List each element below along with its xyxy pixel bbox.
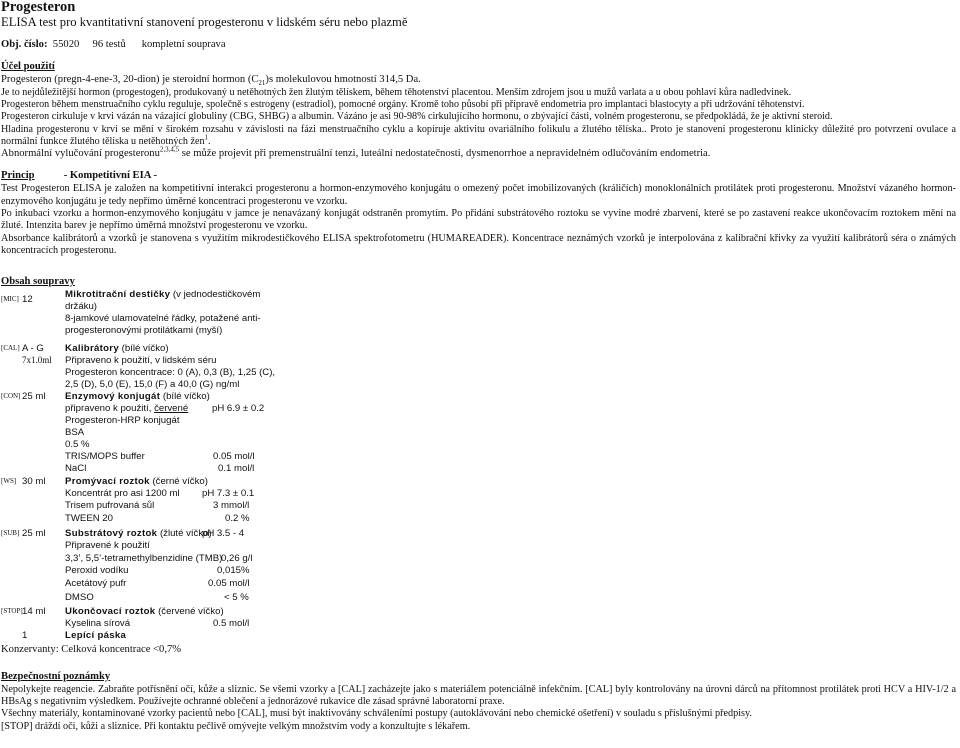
kit-mic-desc: (v jednodestičkovém (172, 288, 261, 300)
cal-tag: [CAL] (1, 343, 20, 352)
safety-line-1: Nepolykejte reagencie. Zabraňte potřísnění očí, kůže a sliznic. Se všemi vzorky a [CAL] zacházejte jako s materiálem potenciálně infekčním. [CAL] byly kontrolovány na úrovni dárců na přítomnost protilátek proti HCV a HIV-1/2 a HBsAg s negativním výsledkem. Používejte ochranné oblečení a jednorázové rukavice dle zásad správné laboratorní praxe. (1, 683, 956, 707)
safety-line-2: Všechny materiály, kontaminované vzorky pacientů nebo [CAL], musí být inaktivovány schváleními postupy (autoklávování nebo chemické ošetření) v souladu s příslušnými předpisy. (1, 708, 752, 720)
purpose-line-6 (1, 145, 956, 161)
order-kit: kompletní souprava (141, 39, 226, 50)
ws-name: Promývací roztok (65, 475, 150, 487)
kit-cal-d2: Progesteron koncentrace: 0 (A), 0,3 (B), 1,25 (C), (65, 366, 276, 378)
con-tag: [CON] (1, 391, 21, 400)
kit-sub-d3v: 0,015% (217, 564, 250, 576)
order-line (1, 39, 956, 52)
cal-name: Kalibrátory (65, 342, 119, 354)
kit-sub-d3: Peroxid vodíku (65, 564, 129, 576)
kit-con-d1u: červené (154, 402, 189, 414)
stop-qty: 14 ml (22, 605, 46, 617)
kit-cal-desc: (bílé víčko) (121, 342, 169, 354)
purpose-line-1 (1, 74, 956, 87)
kit-con-d4: 0.5 % (65, 438, 90, 450)
kit-mic-d2: držáku) (65, 300, 97, 312)
kit-sub-d4: Acetátový pufr (65, 577, 127, 589)
kit-sub-d5: DMSO (65, 591, 94, 603)
safety-line-3: [STOP] dráždí oči, kůži a sliznice. Při kontaktu pečlivě omývejte velkým množstvím vody a konzultujte s lékařem. (1, 720, 471, 732)
con-qty: 25 ml (22, 390, 46, 402)
ws-qty: 30 ml (22, 475, 46, 487)
principle-paragraph-2: Po inkubaci vzorku a hormon-enzymového konjugátu v jamce je nenavázaný konjugát odstraněn promytím. Po přidání substrátového roztoku se vyvine modré zbarvení, které se po zastavení reakce ukončovacím roztokem mění na žluté. Intenzita barev je nepřímo úměrná množství progesteronu ve vzorku. (1, 208, 956, 232)
foil-name: Lepící páska (65, 629, 127, 641)
kit-ws-d3: TWEEN 20 (65, 512, 113, 524)
order-label: Obj. číslo: (1, 39, 48, 50)
purpose-l1sub: 21 (258, 78, 266, 87)
kit-ws-desc: (černé víčko) (152, 475, 208, 487)
kit-sub-d4v: 0.05 mol/l (208, 577, 250, 589)
kit-cal-vol: 7x1.0ml (22, 354, 52, 365)
kit-heading: Obsah soupravy (1, 275, 75, 287)
order-number: 55020 (52, 39, 80, 50)
purpose-line-2: Je to nejdůležitější hormon (progestogen), produkovaný u netěhotných žen žlutým tělískem, během těhotenství placentou. Menším zdrojem jsou u mužů varlata a u obou pohlaví kůra nadledvinek. (1, 86, 792, 98)
kit-con-d6v: 0.1 mol/l (218, 462, 255, 474)
principle-heading: Princip (1, 170, 35, 182)
kit-cal-d3: 2,5 (D), 5,0 (E), 15,0 (F) a 40,0 (G) ng/ml (65, 378, 240, 390)
kit-ws-d1: Koncentrát pro asi 1200 ml (65, 487, 180, 499)
purpose-l5: Hladina progesteronu v krvi se mění v širokém rozsahu v závislosti na fázi menstruačního cyklu a kopíruje aktivitu ovariálního folikulu a žlutého tělíska.. Proto je stanovení progesteronu klinicky důležité pro potvrzení ovulace a normální funkce žlutého tělíska u netěhotných žen (1, 123, 956, 148)
stop-tag: [STOP] (1, 606, 23, 615)
document-title: Progesteron (1, 0, 76, 15)
principle-heading2: - Kompetitivní EIA - (63, 170, 157, 182)
sub-tag: [SUB] (1, 528, 20, 537)
sub-name: Substrátový roztok (65, 527, 158, 539)
stop-name: Ukončovací roztok (65, 605, 156, 617)
purpose-l1b: )s molekulovou hmotností 314,5 Da. (265, 73, 421, 85)
purpose-l6a: Abnormální vylučování progesteronu (1, 148, 160, 160)
kit-con-d3: BSA (65, 426, 85, 438)
principle-paragraph-3: Absorbance kalibrátorů a vzorků je stanovena s využitím mikrodestičkového ELISA spektrofotometru (HUMAREADER). Koncentrace neznámých vzorků je interpolována z kalibrační křivky za využití kalibrátorů séra o známých koncentracích progesteronu. (1, 232, 956, 257)
kit-sub-d5v: < 5 % (224, 591, 249, 603)
kit-stop-d1v: 0.5 mol/l (213, 617, 250, 629)
kit-mic-d3: 8-jamkové ulamovatelné řádky, potažené anti- (65, 312, 261, 324)
kit-con-d6: NaCl (65, 462, 87, 474)
ws-tag: [WS] (1, 476, 17, 485)
document-subtitle: ELISA test pro kvantitativní stanovení progesteronu v lidském séru nebo plazmě (1, 15, 408, 29)
purpose-l6sup: 2,3,4,5 (159, 145, 180, 154)
kit-con-desc: (bílé víčko) (162, 390, 210, 402)
kit-con-d2: Progesteron-HRP konjugát (65, 414, 180, 426)
cal-qty: A - G (22, 342, 44, 354)
kit-con-d5: TRIS/MOPS buffer (65, 450, 145, 462)
mic-name: Mikrotitrační destičky (65, 288, 171, 300)
purpose-heading: Účel použití (1, 60, 55, 72)
purpose-line-4: Progesteron cirkuluje v krvi vázán na vázající globuliny (CBG, SHBG) a albumin. Vázáno je asi 90-98% cirkulujícího hormonu, o zbývající části, volném progesteronu, se předpokládá, že je aktivní steroid. (1, 111, 833, 123)
kit-con-d1: připraveno k použití, (65, 402, 152, 414)
purpose-line-3: Progesteron během menstruačního cyklu reguluje, společně s estrogeny (estradiol), pomocné orgány. Kromě toho působí při přípravě endometria pro implantaci blastocyty a při udržování těhotenství. (1, 99, 805, 111)
kit-cal-d1: Připraveno k použití, v lidském séru (65, 354, 217, 366)
mic-qty: 12 (22, 293, 33, 305)
order-tests: 96 testů (92, 39, 126, 50)
kit-mic-d4: progesteronovými protilátkami (myší) (65, 324, 223, 336)
kit-con-d1v: pH 6.9 ± 0.2 (212, 402, 265, 414)
con-name: Enzymový konjugát (65, 390, 161, 402)
kit-ws-d3v: 0.2 % (225, 512, 250, 524)
kit-sub-d2: 3,3’, 5,5’-tetramethylbenzidine (TMB) (65, 552, 223, 564)
mic-tag: [MIC] (1, 294, 19, 303)
kit-stop-d1: Kyselina sírová (65, 617, 131, 629)
purpose-line-5: Hladina progesteronu v krvi se mění v širokém rozsahu v závislosti na fázi menstruačního cyklu a kopíruje aktivitu ovariálního folikulu a žlutého tělíska.. Proto je stanovení progesteronu klinicky důležité pro potvrzení ovulace a normální funkce žlutého tělíska u netěhotných žen$^1$. (1, 123, 956, 148)
kit-sub-descv: pH 3.5 - 4 (202, 527, 245, 539)
document-page (1, 0, 956, 733)
kit-sub-d1: Připravené k použití (65, 539, 150, 551)
principle-paragraph-1: Test Progesteron ELISA je založen na kompetitivní interakci progesteronu a hormon-enzymového konjugátu o omezený počet imobilizovaných (králičích) monoklonálních protilátek proti progesteronu. Množství vázaného hormon-enzymového konjugátu je tedy nepřímo úměrné koncentraci progesteronu ve vzorku. (1, 183, 956, 207)
safety-heading: Bezpečnostní poznámky (1, 670, 111, 682)
purpose-l5sup: 1 (204, 133, 208, 142)
sub-qty: 25 ml (22, 527, 46, 539)
kit-sub-desc: (žluté víčko) (159, 527, 212, 539)
kit-con-d5v: 0.05 mol/l (213, 450, 255, 462)
foil-qty: 1 (22, 629, 28, 641)
purpose-l1a: Progesteron (pregn-4-ene-3, 20-dion) je steroidní hormon (C (1, 73, 259, 85)
kit-ws-d1v: pH 7.3 ± 0.1 (202, 487, 255, 499)
preservatives-note: Konzervanty: Celková koncentrace <0,7% (1, 643, 182, 655)
purpose-l6b: se může projevit při premenstruální tenzi, luteální nedostatečnosti, dysmenorrhoe a nepravidelném odlučováním endometria. (179, 148, 711, 160)
principle-heading (1, 170, 956, 183)
kit-sub-d2v: 0,26 g/l (221, 552, 253, 564)
kit-ws-d2v: 3 mmol/l (213, 499, 250, 511)
kit-ws-d2: Trisem pufrovaná sůl (65, 499, 155, 511)
kit-stop-desc: (červené víčko) (158, 605, 224, 617)
kit-contents (1, 288, 956, 641)
